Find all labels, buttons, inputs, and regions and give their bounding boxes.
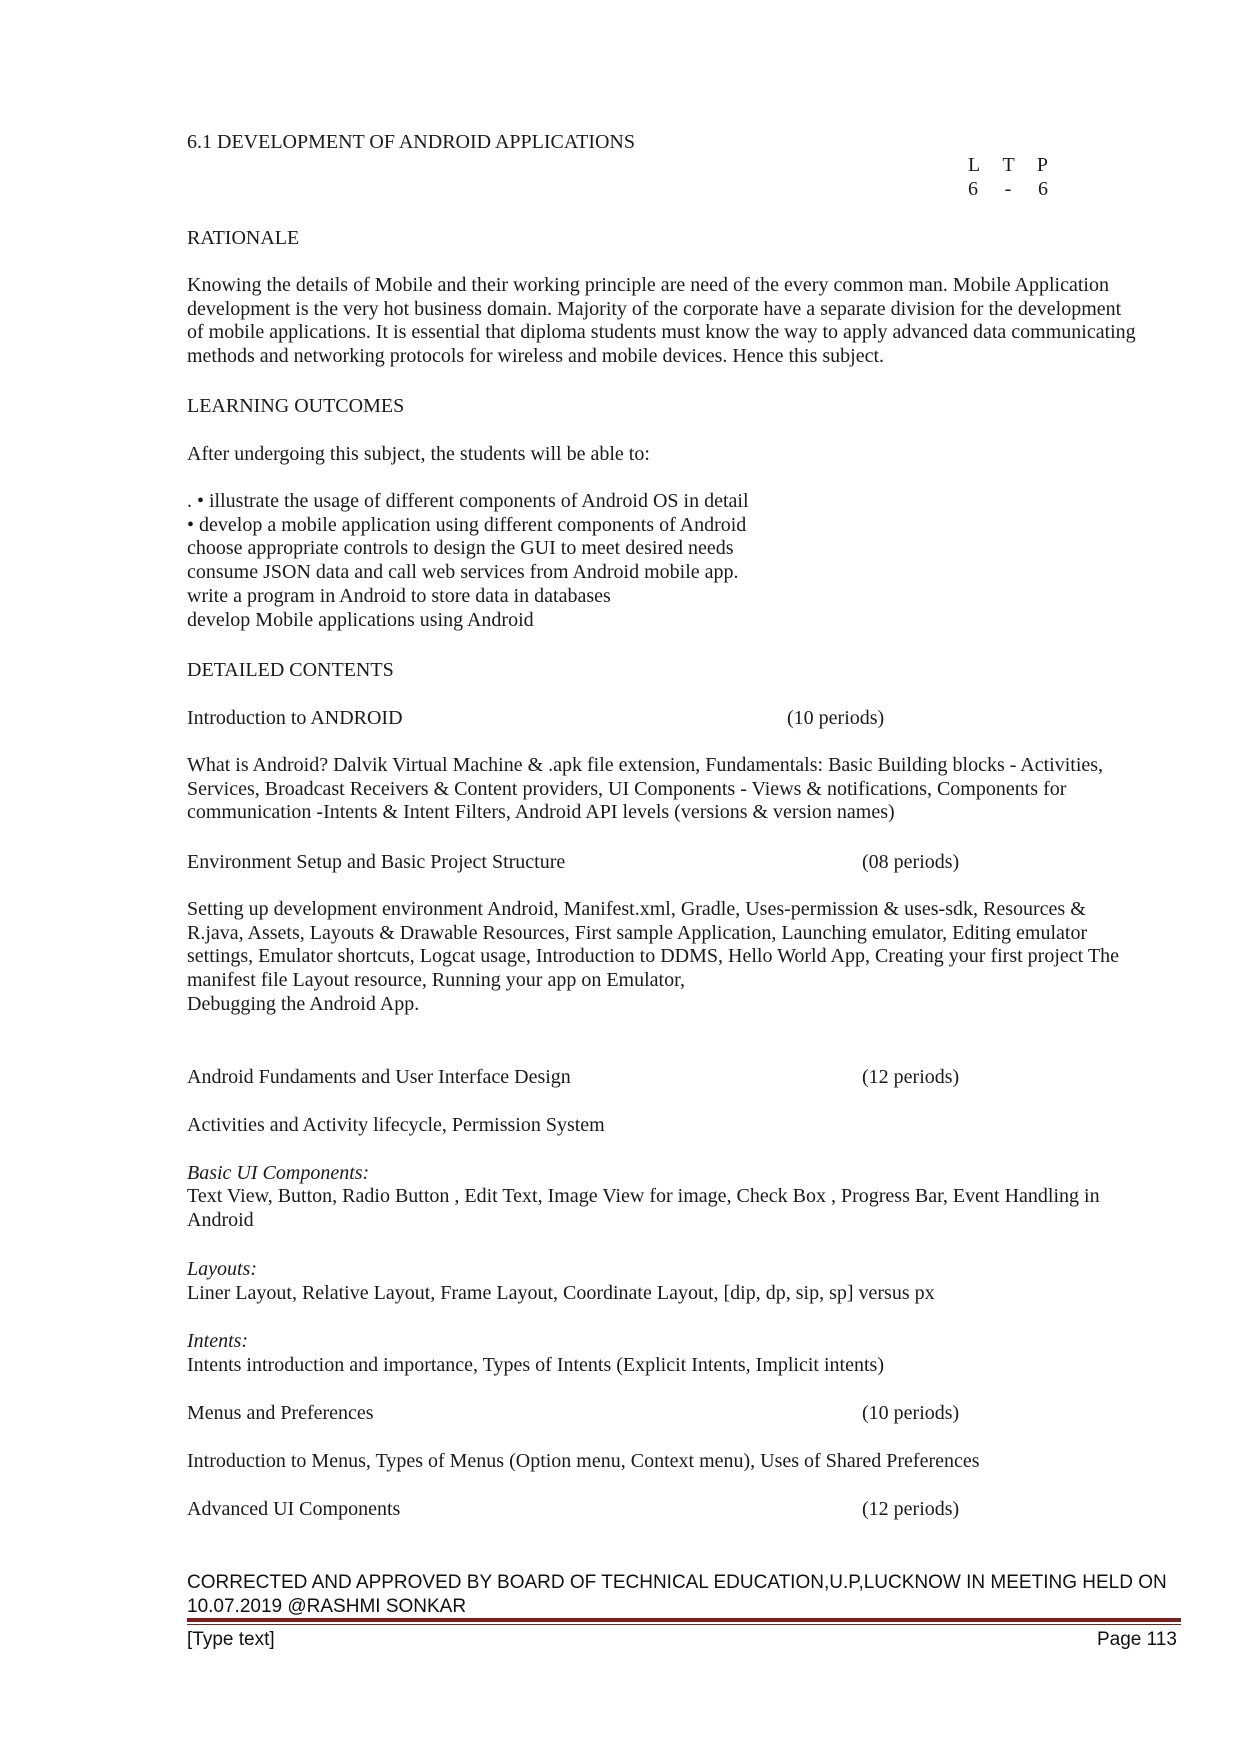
learning-outcomes-heading: LEARNING OUTCOMES [187,395,405,417]
outcome-item: develop Mobile applications using Android [187,608,534,631]
section-title-menus: Menus and Preferences [187,1402,374,1424]
approval-line: CORRECTED AND APPROVED BY BOARD OF TECHNICAL EDUCATION,U.P,LUCKNOW IN MEETING HELD ON [187,1572,1167,1593]
footer-left-text: [Type text] [187,1629,275,1650]
body-line: What is Android? Dalvik Virtual Machine & .apk file extension, Fundamentals: Basic Building blocks - Activities, [187,754,1104,776]
intents-line: Intents introduction and importance, Types of Intents (Explicit Intents, Implicit intents) [187,1354,884,1376]
outcome-item: consume JSON data and call web services from Android mobile app. [187,561,739,584]
ltp-values-row [968,177,1048,201]
approval-line: 10.07.2019 @RASHMI SONKAR [187,1596,467,1617]
ltp-value-l: 6 [968,178,978,200]
outcome-item: . • illustrate the usage of different components of Android OS in detail [187,490,749,512]
section-periods-intro-android: (10 periods) [787,707,885,729]
intents-label: Intents: [187,1330,249,1352]
outcome-item: choose appropriate controls to design the GUI to meet desired needs [187,537,734,560]
learning-outcomes-intro: After undergoing this subject, the students will be able to: [187,443,650,465]
body-line: manifest file Layout resource, Running your app on Emulator, [187,969,685,992]
body-line: Text View, Button, Radio Button , Edit Text, Image View for image, Check Box , Progress Bar, Event Handling in [187,1185,1100,1207]
learning-outcomes-list [187,490,1187,632]
basic-ui-body [187,1185,1187,1232]
section-title-advanced-ui: Advanced UI Components [187,1498,401,1520]
ltp-value-p: 6 [1037,178,1048,200]
outcome-item: write a program in Android to store data in databases [187,584,611,607]
fundaments-line: Activities and Activity lifecycle, Permission System [187,1114,605,1136]
body-line: Debugging the Android App. [187,992,420,1015]
section-title-environment: Environment Setup and Basic Project Structure [187,851,566,873]
section-title-intro-android: Introduction to ANDROID [187,707,403,729]
body-line: Services, Broadcast Receivers & Content providers, UI Components - Views & notifications, Components for [187,777,1067,800]
menus-line: Introduction to Menus, Types of Menus (Option menu, Context menu), Uses of Shared Preferences [187,1450,980,1472]
basic-ui-label: Basic UI Components: [187,1162,370,1184]
section-periods-advanced-ui: (12 periods) [862,1498,960,1520]
body-line: Setting up development environment Android, Manifest.xml, Gradle, Uses-permission & uses-sdk, Resources & [187,898,1086,920]
rationale-line: of mobile applications. It is essential that diploma students must know the way to apply advanced data communicating [187,321,1136,344]
body-line: R.java, Assets, Layouts & Drawable Resources, First sample Application, Launching emulator, Editing emulator [187,921,1088,944]
body-line: settings, Emulator shortcuts, Logcat usage, Introduction to DDMS, Hello World App, Creating your first project The [187,945,1119,968]
rationale-line: development is the very hot business domain. Majority of the corporate have a separate division for the development [187,297,1122,320]
ltp-value-t: - [1004,178,1012,200]
page-number: Page 113 [1097,1629,1177,1650]
body-line: Android [187,1208,254,1231]
course-title: 6.1 DEVELOPMENT OF ANDROID APPLICATIONS [187,131,635,153]
footer-rule-thick [187,1618,1181,1622]
body-line: communication -Intents & Intent Filters, Android API levels (versions & version names) [187,801,895,824]
section-title-fundaments: Android Fundaments and User Interface Design [187,1066,571,1088]
approval-note [187,1571,1167,1619]
rationale-heading: RATIONALE [187,227,300,249]
ltp-labels-row [968,153,1048,177]
section-periods-fundaments: (12 periods) [862,1066,960,1088]
rationale-line: methods and networking protocols for wireless and mobile devices. Hence this subject. [187,345,885,368]
section-periods-environment: (08 periods) [862,851,960,873]
ltp-table [968,153,1048,201]
ltp-label-l: L [968,154,981,176]
ltp-label-t: T [1002,154,1015,176]
ltp-label-p: P [1036,154,1048,176]
footer-rule-thin [187,1624,1181,1625]
rationale-line: Knowing the details of Mobile and their working principle are need of the every common man. Mobile Application [187,274,1109,296]
rationale-paragraph [187,274,1187,369]
detailed-contents-heading: DETAILED CONTENTS [187,659,394,681]
outcome-item: • develop a mobile application using different components of Android [187,513,747,536]
section-body-environment [187,898,1187,1017]
section-periods-menus: (10 periods) [862,1402,960,1424]
layouts-label: Layouts: [187,1258,257,1280]
section-body-intro-android [187,754,1187,825]
layouts-line: Liner Layout, Relative Layout, Frame Layout, Coordinate Layout, [dip, dp, sip, sp] versus px [187,1282,935,1304]
